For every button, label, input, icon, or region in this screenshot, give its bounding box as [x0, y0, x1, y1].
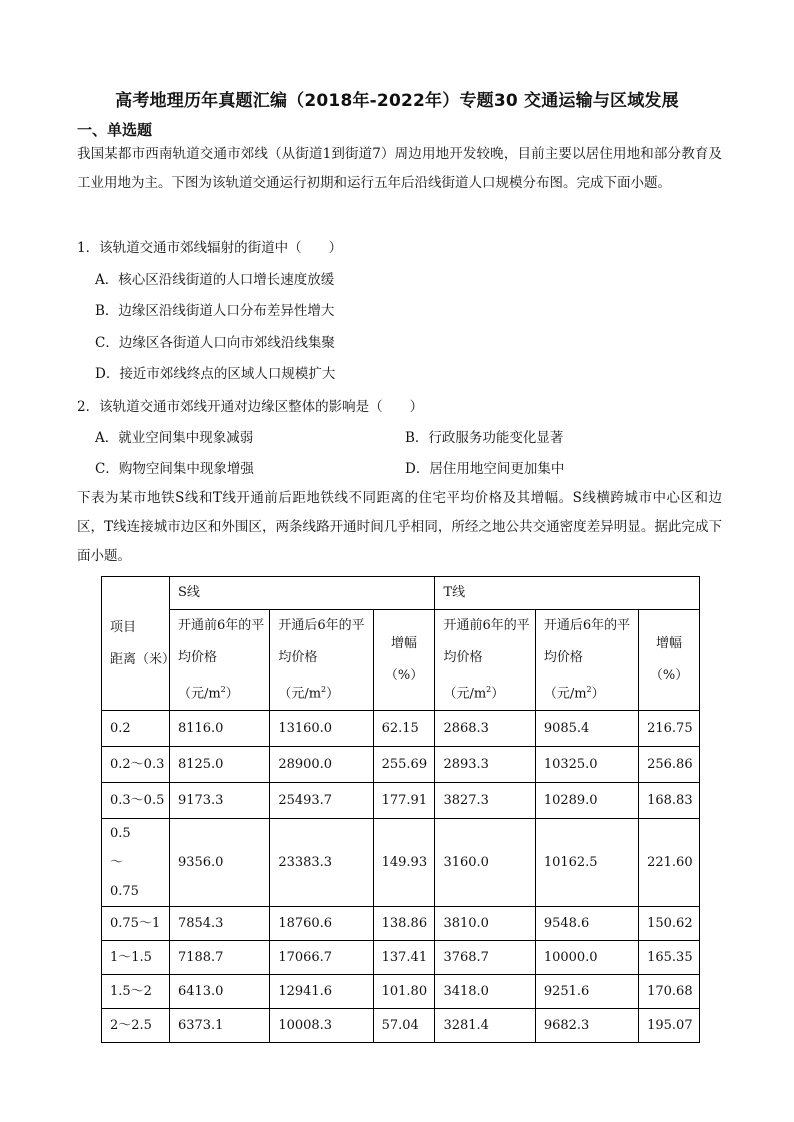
corner-header-cell [102, 577, 176, 711]
s-increase-cell: 177.91 [373, 783, 435, 819]
page-title: 高考地理历年真题汇编（2018年-2022年）专题30 交通运输与区域发展 [115, 91, 679, 111]
distance-cell: 0.5～0.75 [102, 819, 170, 907]
s-after-cell: 25493.7 [270, 783, 373, 819]
question-2-stem: 2．该轨道交通市郊线开通对边缘区整体的影响是（ ） [77, 399, 424, 415]
s-line-header: S线 [169, 577, 435, 610]
t-increase-cell: 195.07 [639, 1009, 700, 1043]
t-increase-cell: 216.75 [639, 711, 700, 747]
section-heading: 一、单选题 [77, 121, 153, 139]
t-after-cell: 10325.0 [535, 747, 638, 783]
t-before-cell: 3160.0 [435, 819, 535, 907]
t-after-cell: 9682.3 [535, 1009, 638, 1043]
table-row [102, 819, 700, 907]
t-increase-cell: 168.83 [639, 783, 700, 819]
s-after-cell: 13160.0 [270, 711, 373, 747]
s-after-cell: 23383.3 [270, 819, 373, 907]
t-increase-cell: 170.68 [639, 975, 700, 1009]
t-increase-cell: 165.35 [639, 941, 700, 975]
t-before-cell: 3810.0 [435, 907, 535, 941]
t-after-cell: 10162.5 [535, 819, 638, 907]
distance-cell: 0.2～0.3 [102, 747, 170, 783]
housing-price-table [101, 576, 700, 1043]
t-after-cell: 9251.6 [535, 975, 638, 1009]
t-before-cell: 3418.0 [435, 975, 535, 1009]
t-after-header: 开通后6年的平均价格（元$/m^2$） [535, 610, 638, 711]
t-increase-cell: 150.62 [639, 907, 700, 941]
s-increase-cell: 138.86 [373, 907, 435, 941]
s-before-cell: 7854.3 [169, 907, 269, 941]
corner-distance-label: 距离（米） [110, 651, 176, 667]
s-before-header: 开通前6年的平均价格（元$/m^2$） [169, 610, 269, 711]
t-after-cell: 10000.0 [535, 941, 638, 975]
passage-1: 我国某都市西南轨道交通市郊线（从街道1到街道7）周边用地开发较晚，目前主要以居住用地和部分教育及工业用地为主。下图为该轨道交通运行初期和运行五年后沿线街道人口规模分布图。完成下面小题。 [77, 146, 722, 191]
s-before-cell: 9356.0 [169, 819, 269, 907]
table-row [102, 907, 700, 941]
t-after-cell: 10289.0 [535, 783, 638, 819]
corner-item-label: 项目 [110, 619, 137, 635]
s-increase-cell: 101.80 [373, 975, 435, 1009]
t-after-cell: 9548.6 [535, 907, 638, 941]
s-after-cell: 10008.3 [270, 1009, 373, 1043]
t-before-cell: 2893.3 [435, 747, 535, 783]
question-2-option-b: B．行政服务功能变化显著 [405, 430, 564, 446]
table-row [102, 711, 700, 747]
t-before-header: 开通前6年的平均价格（元$/m^2$） [435, 610, 535, 711]
table-row [102, 975, 700, 1009]
distance-cell: 0.75～1 [102, 907, 170, 941]
question-1-stem: 1．该轨道交通市郊线辐射的街道中（ ） [77, 240, 343, 256]
table-row [102, 941, 700, 975]
question-1-option-b: B．边缘区沿线街道人口分布差异性增大 [95, 303, 335, 319]
table-row [102, 783, 700, 819]
s-increase-cell: 255.69 [373, 747, 435, 783]
s-increase-cell: 149.93 [373, 819, 435, 907]
table-row [102, 747, 700, 783]
s-increase-cell: 62.15 [373, 711, 435, 747]
t-increase-cell: 221.60 [639, 819, 700, 907]
distance-cell: 1.5～2 [102, 975, 170, 1009]
t-before-cell: 3281.4 [435, 1009, 535, 1043]
s-before-cell: 7188.7 [169, 941, 269, 975]
distance-cell: 0.3～0.5 [102, 783, 170, 819]
question-1-option-a: A．核心区沿线街道的人口增长速度放缓 [95, 272, 335, 288]
s-increase-header: 增幅（%） [373, 610, 435, 711]
s-increase-cell: 57.04 [373, 1009, 435, 1043]
s-before-cell: 8116.0 [169, 711, 269, 747]
distance-cell: 2～2.5 [102, 1009, 170, 1043]
t-before-cell: 2868.3 [435, 711, 535, 747]
table-header-row [102, 577, 700, 610]
s-after-header: 开通后6年的平均价格（元$/m^2$） [270, 610, 373, 711]
t-before-cell: 3827.3 [435, 783, 535, 819]
question-2-option-a: A．就业空间集中现象减弱 [95, 430, 254, 446]
s-before-cell: 6373.1 [169, 1009, 269, 1043]
table-row [102, 1009, 700, 1043]
t-after-cell: 9085.4 [535, 711, 638, 747]
question-2-option-c: C．购物空间集中现象增强 [95, 461, 254, 477]
s-before-cell: 6413.0 [169, 975, 269, 1009]
s-increase-cell: 137.41 [373, 941, 435, 975]
passage-2: 下表为某市地铁S线和T线开通前后距地铁线不同距离的住宅平均价格及其增幅。S线横跨城市中心区和边区，T线连接城市边区和外围区，两条线路开通时间几乎相同，所经之地公共交通密度差异明显。据此完成下面小题。 [77, 490, 722, 564]
s-after-cell: 28900.0 [270, 747, 373, 783]
s-after-cell: 12941.6 [270, 975, 373, 1009]
s-after-cell: 18760.6 [270, 907, 373, 941]
distance-cell: 1～1.5 [102, 941, 170, 975]
distance-cell: 0.2 [102, 711, 170, 747]
t-line-header: T线 [435, 577, 700, 610]
question-2-option-d: D．居住用地空间更加集中 [405, 461, 565, 477]
question-1-option-d: D．接近市郊线终点的区域人口规模扩大 [95, 366, 336, 382]
t-before-cell: 3768.7 [435, 941, 535, 975]
t-increase-header: 增幅（%） [639, 610, 700, 711]
s-before-cell: 9173.3 [169, 783, 269, 819]
t-increase-cell: 256.86 [639, 747, 700, 783]
s-before-cell: 8125.0 [169, 747, 269, 783]
s-after-cell: 17066.7 [270, 941, 373, 975]
table-subheader-row [102, 610, 700, 711]
question-1-option-c: C．边缘区各街道人口向市郊线沿线集聚 [95, 335, 335, 351]
